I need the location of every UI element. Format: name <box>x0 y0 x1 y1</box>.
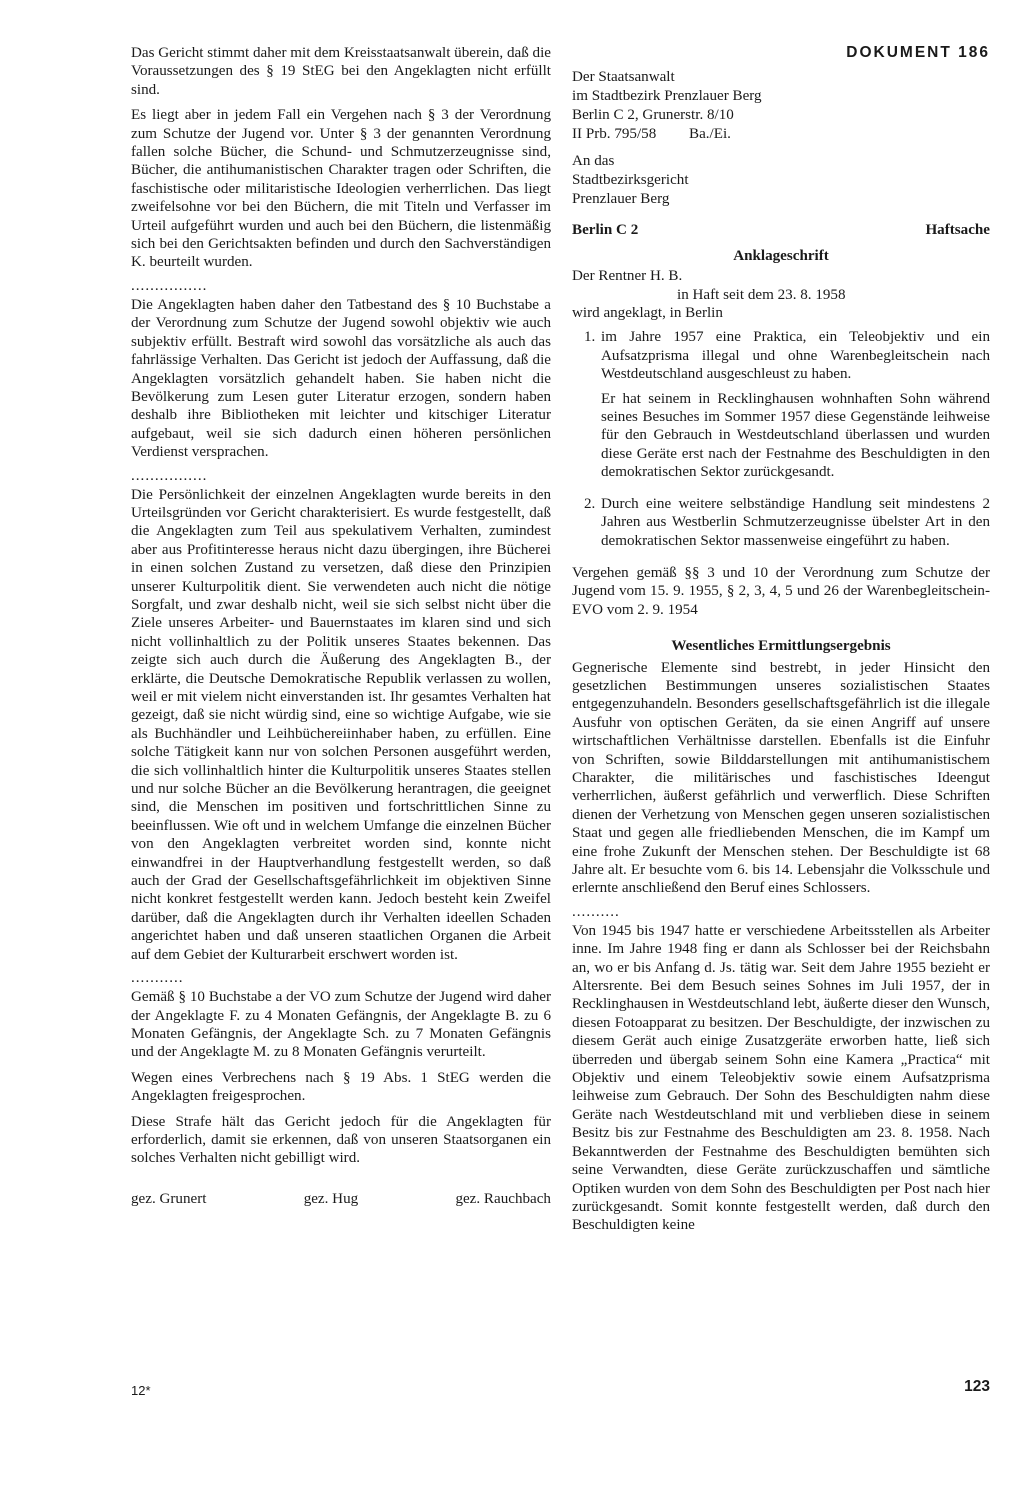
city: Berlin C 2 <box>572 222 639 239</box>
item-body <box>601 328 990 487</box>
paragraph: Wegen eines Verbrechens nach § 19 Abs. 1 StEG werden die Angeklagten freigesprochen. <box>131 1069 551 1105</box>
item-body <box>601 495 990 556</box>
paragraph: Er hat seinem in Recklinghausen wohnhaften Sohn während seines Besuches im Sommer 1957 diese Gegenstände leihweise für den Gebrauch in Westdeutschland überlassen und wurden diese Geräte erst nach der Festnahme des Beschuldigten in den demokratischen Sektor zurückgesandt. <box>601 390 990 481</box>
list-item <box>572 328 990 487</box>
address-line: Prenzlauer Berg <box>572 191 670 208</box>
signature-line <box>131 1190 551 1208</box>
paragraph: Das Gericht stimmt daher mit dem Kreisstaatsanwalt überein, daß die Voraussetzungen des § 19 StEG bei den Angeklagten nicht erfüllt sind. <box>131 45 551 98</box>
ellipsis-separator: ........... <box>131 970 184 987</box>
paragraph: Gemäß § 10 Buchstabe a der VO zum Schutze der Jugend wird daher der Angeklagte F. zu 4 Monaten Gefängnis, der Angeklagte B. zu 6 Monaten Gefängnis, der Angeklagte Sch. zu 7 Monaten Gefängnis und der Angeklagte M. zu 8 Monaten Gefängnis verurteilt. <box>131 989 551 1061</box>
reference-number: II Prb. 795/58 <box>572 126 657 143</box>
page-number: 123 <box>964 1378 990 1395</box>
item-number: 2. <box>584 495 596 512</box>
accused-line: Der Rentner H. B. <box>572 268 683 285</box>
signature-rauchbach: gez. Rauchbach <box>455 1190 551 1207</box>
ellipsis-separator: ................ <box>131 467 208 484</box>
paragraph: Gegnerische Elemente sind bestrebt, in jeder Hinsicht den gesetzlichen Bestimmungen unseres sozialistischen Staates entgegenzuhandeln. Besonders gesellschaftsgefährlich ist die illegale Ausfuhr von optischen Geräten, da sie einen Angriff auf unsere wirtschaftlichen Verhältnisse darstellen. Ebenfalls ist die Einfuhr von Schriften, sowie Bilddarstellungen mit antihumanistischem Charakter, die militärisches und faschistisches Ideengut verherrlichen, äußerst gefährlich und verwerflich. Diese Schriften dienen der Verhetzung von Menschen gegen unseren sozialistischen Staat und gegen alle friedliebenden Menschen, die im Kampf um eine frohe Zukunft der Menschen stehen. Der Beschuldigte ist 68 Jahre alt. Er besuchte vom 6. bis 14. Lebensjahr die Volksschule und erlernte anschließend den Beruf eines Schlossers. <box>572 659 990 897</box>
recipient-address <box>572 152 990 209</box>
ellipsis-separator: .......... <box>572 903 620 920</box>
paragraph: Durch eine weitere selbständige Handlung seit mindestens 2 Jahren aus Westberlin Schmutzerzeugnisse übelster Art in den demokratischen Sektor massenweise eingeführt zu haben. <box>601 495 990 549</box>
haft-label: Haftsache <box>925 222 990 239</box>
paragraph: im Jahre 1957 eine Praktica, ein Teleobjektiv und ein Aufsatzprisma illegal und ohne Warenbegleitschein nach Westdeutschland ausgeschleust zu haben. <box>601 329 990 383</box>
reference-sign: Ba./Ei. <box>689 126 731 143</box>
item-number: 1. <box>584 329 596 346</box>
right-column <box>572 44 990 1242</box>
custody-line: in Haft seit dem 23. 8. 1958 <box>677 286 846 303</box>
reference-line <box>572 125 990 144</box>
signature-grunert: gez. Grunert <box>131 1190 207 1207</box>
charge-intro: wird angeklagt, in Berlin <box>572 305 723 322</box>
section-heading: Wesentliches Ermittlungsergebnis <box>671 638 891 655</box>
sender-address <box>572 68 990 144</box>
document-title: DOKUMENT 186 <box>846 44 990 61</box>
address-line: Der Staatsanwalt <box>572 69 675 86</box>
signature-hug: gez. Hug <box>303 1190 359 1207</box>
paragraph: Es liegt aber in jedem Fall ein Vergehen nach § 3 der Verordnung zum Schutze der Jugend vor. Unter § 3 der genannten Verordnung fallen solche Bücher, die Schund- und Schmutzerzeugnisse sind, Bücher, die antihumanistischen Charakter tragen oder Schriften, die faschistische oder militaristische Ideologien verherrlichen. Das liegt zweifelsohne vor bei den Büchern, die mit Titeln und Verfasser im Urteil aufgeführt wurden und auch bei den Büchern, die listenmäßig sich bei den Gerichtsakten befinden und durch den Sachverständigen K. beurteilt wurden. <box>131 107 551 271</box>
address-line: Stadtbezirksgericht <box>572 172 689 189</box>
paragraph: Von 1945 bis 1947 hatte er verschiedene Arbeitsstellen als Arbeiter inne. Im Jahre 1948 fing er dann als Schlosser bei der Reichsbahn an, wo er bis Anfang d. Js. tätig war. Seit dem Jahre 1955 bezieht er Altersrente. Bei dem Besuch seines Sohnes im Juli 1957, der in Recklinghausen in Westdeutschland lebt, äußerte dieser den Wunsch, diesen Fotoapparat zu besitzen. Der Beschuldigte, der inzwischen zu diesem Gerät auch einige Zusatzgeräte erworben hatte, ließ sich überreden und übergab seinem Sohn eine Kamera „Practica“ mit Objektiv und einem Teleobjektiv sowie einem Aufsatzprisma leihweise zum Gebrauch. Der Sohn des Beschuldigten nahm diese Geräte nach Westdeutschland mit und verblieben diese in seinem Besitz bis zur Festnahme des Beschuldigten am 23. 8. 1958. Nach Bekanntwerden der Festnahme des Beschuldigten bemühten sich seine Verwandten, diese Geräte zurückzuschaffen und sämtliche Optiken wurden von dem Sohn des Beschuldigten per Post nach hier zurückgesandt. Somit konnte festgestellt werden, daß durch den Beschuldigten keine <box>572 922 990 1234</box>
ellipsis-separator: ................ <box>131 277 208 294</box>
paragraph: Die Angeklagten haben daher den Tatbestand des § 10 Buchstabe a der Verordnung zum Schutze der Jugend sowohl objektiv wie auch subjektiv erfüllt. Bestraft wird sowohl das vorsätzliche als auch das fahrlässige Verhalten. Das Gericht ist jedoch der Auffassung, daß die Angeklagten vorsätzlich gehandelt haben. Sie haben nicht die Bevölkerung zum Lesen guter Literatur erzogen, sondern haben deshalb ihre Bibliotheken mit leichter und kitschiger Literatur aufgebaut, weil sie sich dadurch einen höheren persönlichen Verdienst versprachen. <box>131 296 551 461</box>
footer-signature-mark: 12* <box>131 1383 151 1398</box>
address-line: Berlin C 2, Grunerstr. 8/10 <box>572 107 734 124</box>
address-line: im Stadtbezirk Prenzlauer Berg <box>572 88 762 105</box>
list-item <box>572 495 990 556</box>
address-line: An das <box>572 153 615 170</box>
paragraph: Vergehen gemäß §§ 3 und 10 der Verordnung zum Schutze der Jugend vom 15. 9. 1955, § 2, 3, 4, 5 und 26 der Warenbegleitschein-EVO vom 2. 9. 1954 <box>572 564 990 618</box>
charges-list <box>572 328 990 555</box>
city-line <box>572 221 990 239</box>
paragraph: Die Persönlichkeit der einzelnen Angeklagten wurde bereits in den Urteilsgründen vor Gericht charakterisiert. Es wurde festgestellt, daß die Angeklagten zum Teil aus spekulativem Verhalten, zumindest aber aus Profitinteresse heraus nicht dazu übergingen, ihre Bücherei in einen solchen Zustand zu versetzen, daß diese den Prinzipien unserer Kulturpolitik dient. Sie verwendeten auch nicht die nötige Sorgfalt, und zwar deshalb nicht, weil sie sich selbst nicht über die Ziele unseres Arbeiter- und Bauernstaates im klaren sind und sich nicht vollinhaltlich zu der Politik unseres Staates bekennen. Das zeigte sich auch durch die Äußerung des Angeklagten B., der erklärte, die Deutsche Demokratische Republik verlassen zu wollen, weil er mit vielem nicht einverstanden ist. Ihr gesamtes Verhalten hat gezeigt, daß sie nicht würdig sind, eine so wichtige Aufgabe, wie sie als Buchhändler und Leihbüchereiinhaber haben, zu erfüllen. Eine solche Tätigkeit kann nur von solchen Personen ausgeführt werden, die sich vollinhaltlich hinter die Kulturpolitik unseres Staates stellen und nur solche Bücher an die Bevölkerung herantragen, die geeignet sind, die Menschen im positiven und fortschrittlichen Sinne zu beeinflussen. Wie oft und in welchem Umfange die einzelnen Bücher von den Angeklagten verbreitet worden sind, konnte nicht einwandfrei in der Hauptverhandlung festgestellt werden, so daß auch der Grad der Gesellschaftsgefährlichkeit im objektiven Sinne nicht konkret festgestellt werden kann. Jedoch besteht kein Zweifel darüber, daß die Angeklagten durch ihr Verhalten ideellen Schaden angerichtet haben und daß unseren staatlichen Organen die Arbeit auf dem Gebiet der Kulturarbeit erschwert worden ist. <box>131 486 551 963</box>
left-column <box>131 44 551 1208</box>
paragraph: Diese Strafe hält das Gericht jedoch für die Angeklagten für erforderlich, damit sie erkennen, daß von unseren Staatsorganen ein solches Verhalten nicht gebilligt wird. <box>131 1113 551 1167</box>
section-heading: Anklageschrift <box>733 247 829 264</box>
